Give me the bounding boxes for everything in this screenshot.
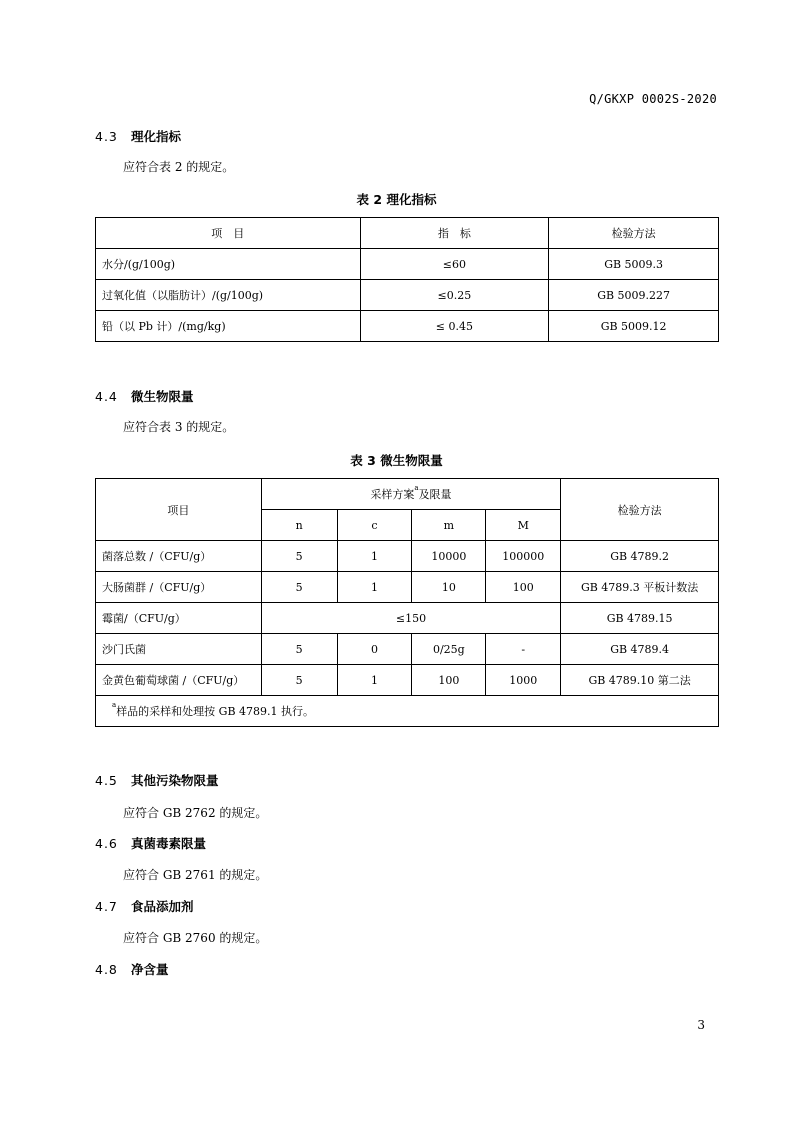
table2-caption: 表 2 理化指标 <box>356 192 437 207</box>
cell-n: 5 <box>261 665 337 696</box>
cell-item: 铅（以 Pb 计）/(mg/kg) <box>96 311 361 342</box>
cell-method: GB 4789.10 第二法 <box>561 665 719 696</box>
table-row <box>96 311 719 342</box>
section-text-4-7: 应符合 GB 2760 的规定。 <box>123 931 268 945</box>
header-item: 项 目 <box>96 218 361 249</box>
header-method: 检验方法 <box>549 218 719 249</box>
cell-n: 5 <box>261 634 337 665</box>
cell-n: 5 <box>261 541 337 572</box>
cell-method: GB 5009.227 <box>549 280 719 311</box>
cell-M: 100000 <box>486 541 561 572</box>
subheader-c: c <box>337 510 412 541</box>
cell-limit: ≤150 <box>261 603 561 634</box>
section-heading-4-3 <box>95 127 181 145</box>
table3-caption: 表 3 微生物限量 <box>350 453 443 468</box>
cell-c: 0 <box>337 634 412 665</box>
cell-item: 过氧化值（以脂肪计）/(g/100g) <box>96 280 361 311</box>
section-title: 微生物限量 <box>131 389 194 404</box>
section-title: 净含量 <box>131 962 169 977</box>
cell-M: - <box>486 634 561 665</box>
section-text-4-5: 应符合 GB 2762 的规定。 <box>123 806 268 820</box>
section-heading-4-8 <box>95 960 169 978</box>
subheader-M: M <box>486 510 561 541</box>
table2-physicochemical <box>95 217 719 342</box>
table-row <box>96 280 719 311</box>
table-row <box>96 572 719 603</box>
table-footnote-row <box>96 696 719 727</box>
header-method: 检验方法 <box>561 479 719 541</box>
cell-method: GB 5009.3 <box>549 249 719 280</box>
section-heading-4-5 <box>95 771 219 789</box>
section-title: 食品添加剂 <box>131 899 194 914</box>
table3-microbial-limits <box>95 478 719 727</box>
cell-item: 水分/(g/100g) <box>96 249 361 280</box>
section-number: 4.6 <box>95 836 118 851</box>
cell-c: 1 <box>337 541 412 572</box>
cell-value: ≤ 0.45 <box>360 311 549 342</box>
cell-method: GB 4789.3 平板计数法 <box>561 572 719 603</box>
cell-item: 大肠菌群 /（CFU/g） <box>96 572 262 603</box>
cell-value: ≤60 <box>360 249 549 280</box>
table-row <box>96 665 719 696</box>
cell-method: GB 5009.12 <box>549 311 719 342</box>
section-number: 4.5 <box>95 773 118 788</box>
header-sampling-plan: 采样方案$^a$及限量 <box>261 479 561 510</box>
cell-method: GB 4789.15 <box>561 603 719 634</box>
section-number: 4.4 <box>95 389 118 404</box>
cell-m: 0/25g <box>412 634 486 665</box>
cell-M: 1000 <box>486 665 561 696</box>
section-heading-4-7 <box>95 897 194 915</box>
table-row <box>96 249 719 280</box>
header-item: 项目 <box>96 479 262 541</box>
cell-value: ≤0.25 <box>360 280 549 311</box>
section-text-4-3: 应符合表 2 的规定。 <box>123 160 235 174</box>
section-title: 理化指标 <box>131 129 182 144</box>
cell-c: 1 <box>337 572 412 603</box>
cell-n: 5 <box>261 572 337 603</box>
cell-M: 100 <box>486 572 561 603</box>
cell-method: GB 4789.2 <box>561 541 719 572</box>
table-header-row <box>96 479 719 510</box>
subheader-n: n <box>261 510 337 541</box>
section-text-4-6: 应符合 GB 2761 的规定。 <box>123 868 268 882</box>
section-title: 其他污染物限量 <box>131 773 219 788</box>
section-number: 4.8 <box>95 962 118 977</box>
table-row <box>96 541 719 572</box>
cell-item: 霉菌/（CFU/g） <box>96 603 262 634</box>
cell-m: 100 <box>412 665 486 696</box>
table-row <box>96 634 719 665</box>
cell-item: 菌落总数 /（CFU/g） <box>96 541 262 572</box>
subheader-m: m <box>412 510 486 541</box>
section-number: 4.7 <box>95 899 118 914</box>
document-code: Q/GKXP 0002S-2020 <box>589 92 717 106</box>
section-number: 4.3 <box>95 129 118 144</box>
table-row <box>96 603 719 634</box>
table-header-row <box>96 218 719 249</box>
cell-m: 10000 <box>412 541 486 572</box>
cell-method: GB 4789.4 <box>561 634 719 665</box>
cell-item: 金黄色葡萄球菌 /（CFU/g） <box>96 665 262 696</box>
cell-c: 1 <box>337 665 412 696</box>
page-number: 3 <box>697 1018 705 1032</box>
section-heading-4-6 <box>95 834 206 852</box>
table-footnote: $^a$样品的采样和处理按 GB 4789.1 执行。 <box>96 696 719 727</box>
section-heading-4-4 <box>95 387 194 405</box>
section-title: 真菌毒素限量 <box>131 836 207 851</box>
section-text-4-4: 应符合表 3 的规定。 <box>123 420 235 434</box>
cell-m: 10 <box>412 572 486 603</box>
cell-item: 沙门氏菌 <box>96 634 262 665</box>
header-index: 指 标 <box>360 218 549 249</box>
